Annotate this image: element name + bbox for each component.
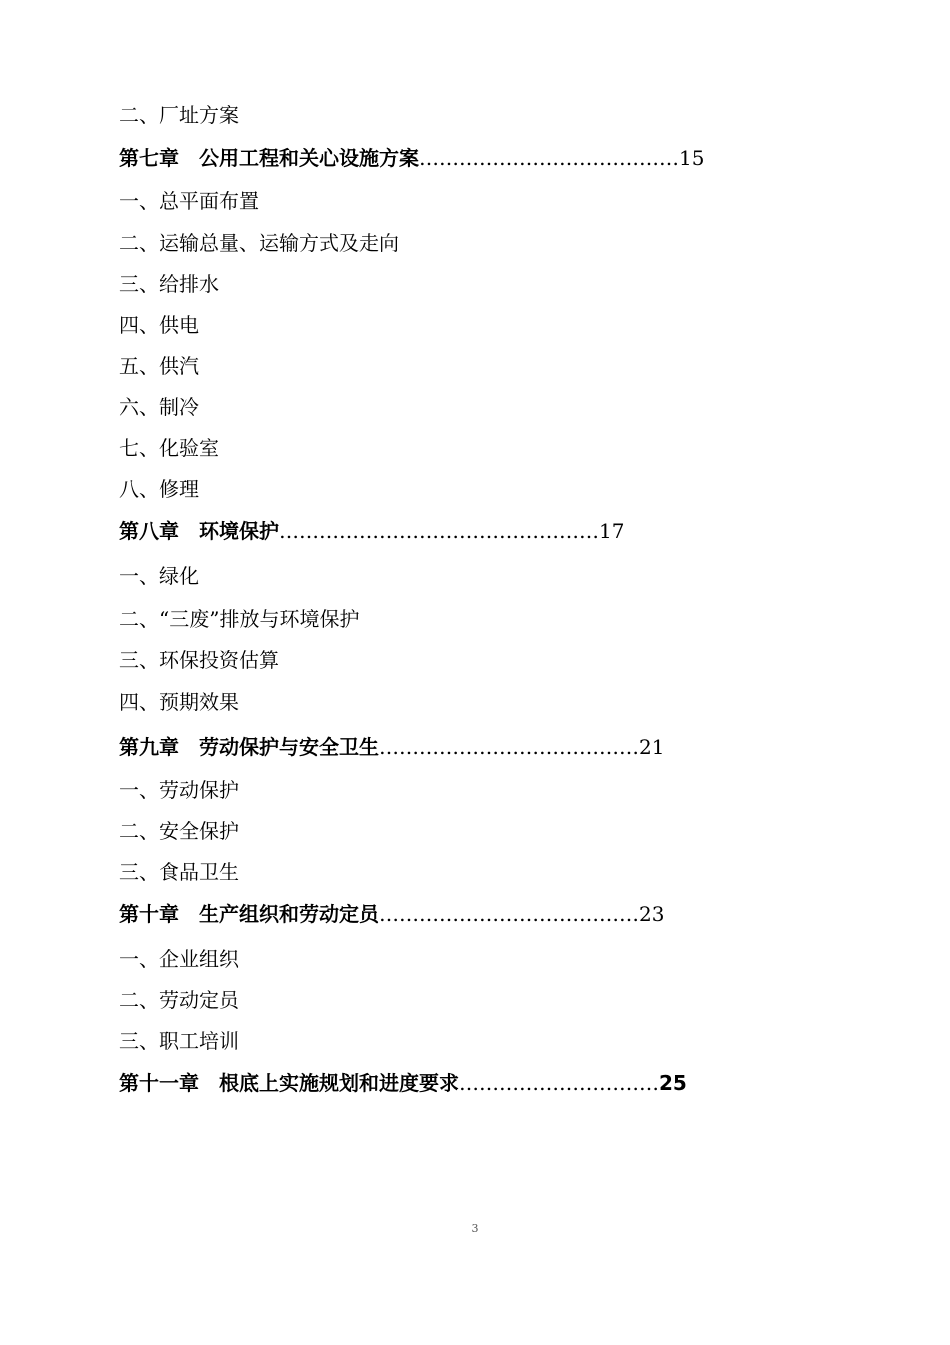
toc-section: 三、给排水 [119, 272, 219, 296]
toc-section: 五、供汽 [119, 354, 199, 378]
toc-section: 三、环保投资估算 [119, 648, 279, 672]
toc-section: 二、安全保护 [119, 819, 239, 843]
toc-page-number: 17 [599, 519, 625, 543]
toc-leader-dots: ………………………………………… [279, 519, 599, 543]
toc-section: 七、化验室 [119, 436, 219, 460]
toc-section: 三、食品卫生 [119, 860, 239, 884]
toc-section: 三、职工培训 [119, 1029, 239, 1053]
toc-section: 一、企业组织 [119, 947, 239, 971]
toc-page-number: 15 [679, 146, 705, 170]
toc-chapter-title: 第十一章 根底上实施规划和进度要求 [119, 1071, 459, 1095]
toc-page-number: 25 [659, 1071, 687, 1095]
toc-page-number: 21 [639, 735, 665, 759]
toc-section: 四、供电 [119, 313, 199, 337]
toc-section: 二、劳动定员 [119, 988, 239, 1012]
toc-section: 一、劳动保护 [119, 778, 239, 802]
toc-section: 一、绿化 [119, 564, 199, 588]
toc-chapter-title: 第七章 公用工程和关心设施方案 [119, 146, 419, 170]
page-number: 3 [471, 1222, 479, 1235]
toc-section: 二、运输总量、运输方式及走向 [119, 231, 399, 255]
toc-chapter-title: 第九章 劳动保护与安全卫生 [119, 735, 379, 759]
toc-chapter-11 [119, 1068, 687, 1098]
toc-chapter-9 [119, 732, 664, 762]
toc-section-site-plan: 二、厂址方案 [119, 103, 239, 127]
toc-chapter-title: 第八章 环境保护 [119, 519, 279, 543]
toc-section: 四、预期效果 [119, 690, 239, 714]
toc-leader-dots: ………………………… [459, 1071, 659, 1095]
toc-chapter-8 [119, 516, 624, 546]
toc-section: 八、修理 [119, 477, 199, 501]
toc-leader-dots: ………………………………… [419, 146, 679, 170]
toc-leader-dots: ………………………………… [379, 902, 639, 926]
toc-section: 一、总平面布置 [119, 189, 259, 213]
toc-leader-dots: ………………………………… [379, 735, 639, 759]
toc-page-number: 23 [639, 902, 665, 926]
toc-chapter-10 [119, 899, 664, 929]
toc-chapter-title: 第十章 生产组织和劳动定员 [119, 902, 379, 926]
toc-section: 六、制冷 [119, 395, 199, 419]
toc-section: 二、“三废”排放与环境保护 [119, 607, 360, 631]
toc-chapter-7 [119, 143, 704, 173]
